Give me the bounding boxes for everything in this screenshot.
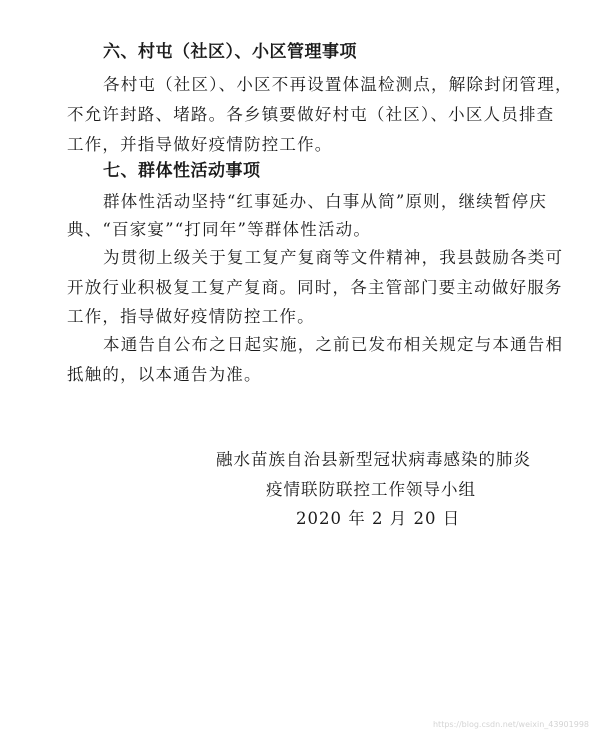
- section-7-para2-line-3: 工作，指导做好疫情防控工作。: [67, 307, 315, 326]
- section-6-heading: 六、村屯（社区）、小区管理事项: [103, 42, 357, 62]
- section-6-line-2: 不允许封路、堵路。各乡镇要做好村屯（社区）、小区人员排查: [67, 105, 555, 124]
- section-7-para1-line-1: 群体性活动坚持“红事延办、白事从简”原则，继续暂停庆: [103, 192, 548, 211]
- section-7-para2-line-1: 为贯彻上级关于复工复产复商等文件精神，我县鼓励各类可: [103, 248, 564, 267]
- signature-org-line-2: 疫情联防联控工作领导小组: [266, 480, 476, 499]
- signature-date: 2020 年 2 月 20 日: [296, 509, 461, 528]
- section-6-line-1: 各村屯（社区）、小区不再设置体温检测点，解除封闭管理，: [103, 75, 573, 94]
- section-7-para1-line-2: 典、“百家宴”“打同年”等群体性活动。: [67, 220, 372, 239]
- section-6-line-3: 工作，并指导做好疫情防控工作。: [67, 135, 333, 154]
- section-7-para3-line-2: 抵触的，以本通告为准。: [67, 365, 262, 384]
- section-7-para3-line-1: 本通告自公布之日起实施，之前已发布相关规定与本通告相: [103, 335, 564, 354]
- section-7-heading: 七、群体性活动事项: [103, 161, 261, 181]
- section-7-para2-line-2: 开放行业积极复工复产复商。同时，各主管部门要主动做好服务: [67, 278, 563, 297]
- watermark-text: https://blog.csdn.net/weixin_43901998: [432, 720, 589, 729]
- signature-org-line-1: 融水苗族自治县新型冠状病毒感染的肺炎: [216, 450, 531, 469]
